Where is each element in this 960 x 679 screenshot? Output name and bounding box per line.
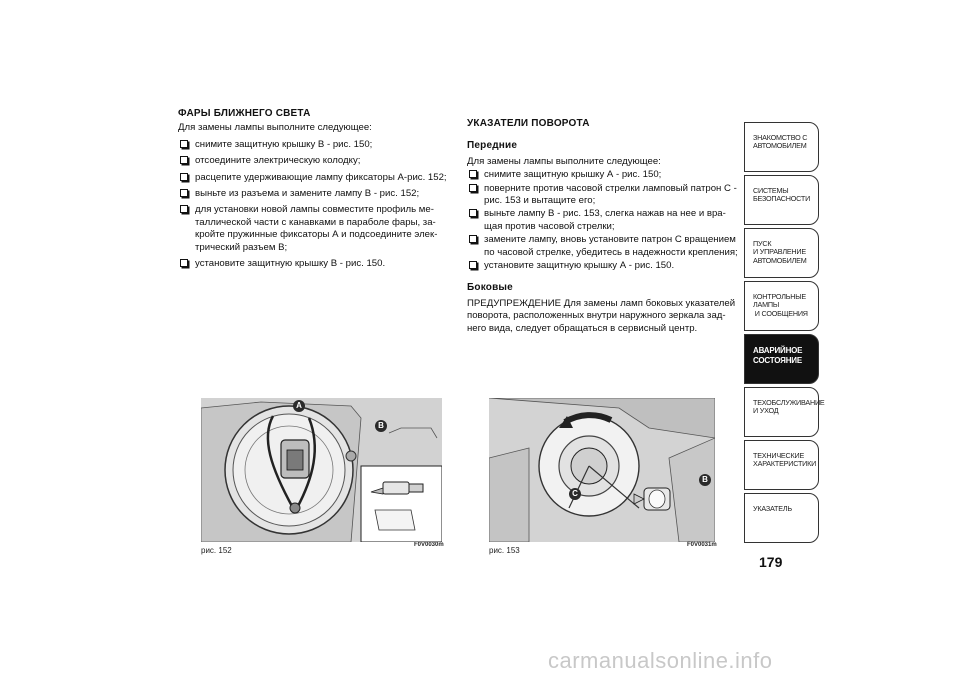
front-heading: Передние	[467, 140, 518, 152]
label-b: B	[699, 474, 711, 486]
figure-153-caption: рис. 153	[489, 546, 520, 555]
figure-152-headlamp-image	[201, 398, 442, 542]
checkbox-bullet-icon	[469, 184, 477, 192]
tab-maintenance[interactable]: ТЕХОБСЛУЖИВАНИЕ И УХОД	[744, 387, 819, 437]
figure-153-code: F0V0031m	[687, 542, 717, 548]
tab-emergency[interactable]: АВАРИЙНОЕ СОСТОЯНИЕ	[744, 334, 819, 384]
watermark: carmanualsonline.info	[548, 648, 773, 673]
checkbox-bullet-icon	[180, 259, 188, 267]
low-beam-steps	[178, 139, 454, 271]
side-heading: Боковые	[467, 282, 513, 294]
tab-starting-driving[interactable]: ПУСК И УПРАВЛЕНИЕ АВТОМОБИЛЕМ	[744, 228, 819, 278]
list-item: установите защитную крышку А - рис. 150.	[467, 260, 741, 272]
checkbox-bullet-icon	[180, 156, 188, 164]
figure-152-caption: рис. 152	[201, 546, 232, 555]
low-beam-intro: Для замены лампы выполните следующее:	[178, 122, 372, 134]
checkbox-bullet-icon	[180, 173, 188, 181]
left-column	[178, 108, 454, 274]
list-item: поверните против часовой стрелки ламповый патрон С - рис. 153 и вытащите его;	[467, 183, 741, 208]
turn-signal-illustration	[489, 398, 715, 542]
figure-152-code: F0V0030m	[414, 542, 444, 548]
checkbox-bullet-icon	[469, 261, 477, 269]
list-item: выньте лампу В - рис. 153, слегка нажав на нее и вра-щая против часовой стрелки;	[467, 208, 741, 233]
headlamp-illustration	[201, 398, 442, 542]
list-item: замените лампу, вновь установите патрон С вращением по часовой стрелке, убедитесь в надежности крепления;	[467, 234, 741, 259]
list-item: выньте из разъема и замените лампу В - рис. 152;	[178, 188, 454, 200]
turn-signal-title: УКАЗАТЕЛИ ПОВОРОТА	[467, 118, 590, 129]
low-beam-title: ФАРЫ БЛИЖНЕГО СВЕТА	[178, 108, 311, 119]
tab-technical-specs[interactable]: ТЕХНИЧЕСКИЕ ХАРАКТЕРИСТИКИ	[744, 440, 819, 490]
checkbox-bullet-icon	[469, 170, 477, 178]
list-item: снимите защитную крышку В - рис. 150;	[178, 139, 454, 151]
checkbox-bullet-icon	[469, 235, 477, 243]
list-item: расцепите удерживающие лампу фиксаторы А-рис. 152;	[178, 172, 454, 184]
turn-signal-intro: Для замены лампы выполните следующее:	[467, 155, 661, 167]
label-a: A	[293, 400, 305, 412]
list-item: отсоедините электрическую колодку;	[178, 155, 454, 167]
tab-index[interactable]: УКАЗАТЕЛЬ	[744, 493, 819, 543]
page-number: 179	[759, 554, 783, 570]
figure-153-turn-signal-image	[489, 398, 715, 542]
label-c: C	[569, 488, 581, 500]
tab-safety-systems[interactable]: СИСТЕМЫ БЕЗОПАСНОСТИ	[744, 175, 819, 225]
tab-vehicle-intro[interactable]: ЗНАКОМСТВО С АВТОМОБИЛЕМ	[744, 122, 819, 172]
checkbox-bullet-icon	[469, 209, 477, 217]
label-b: B	[375, 420, 387, 432]
right-column	[467, 118, 741, 335]
checkbox-bullet-icon	[180, 140, 188, 148]
list-item: снимите защитную крышку А - рис. 150;	[467, 169, 741, 181]
list-item: для установки новой лампы совместите профиль ме-таллической части с канавками в параболе фары, за-кройте пружинные фиксаторы А и подсоедините элек-трический разъем В;	[178, 204, 454, 254]
side-warning: ПРЕДУПРЕЖДЕНИЕ Для замены ламп боковых указателей поворота, расположенных внутри наружного зеркала зад-него вида, следует обращаться в сервисный центр.	[467, 297, 736, 334]
checkbox-bullet-icon	[180, 205, 188, 213]
list-item: установите защитную крышку В - рис. 150.	[178, 258, 454, 270]
turn-signal-steps	[467, 169, 741, 272]
tab-warning-lights[interactable]: КОНТРОЛЬНЫЕ ЛАМПЫ И СООБЩЕНИЯ	[744, 281, 819, 331]
checkbox-bullet-icon	[180, 189, 188, 197]
